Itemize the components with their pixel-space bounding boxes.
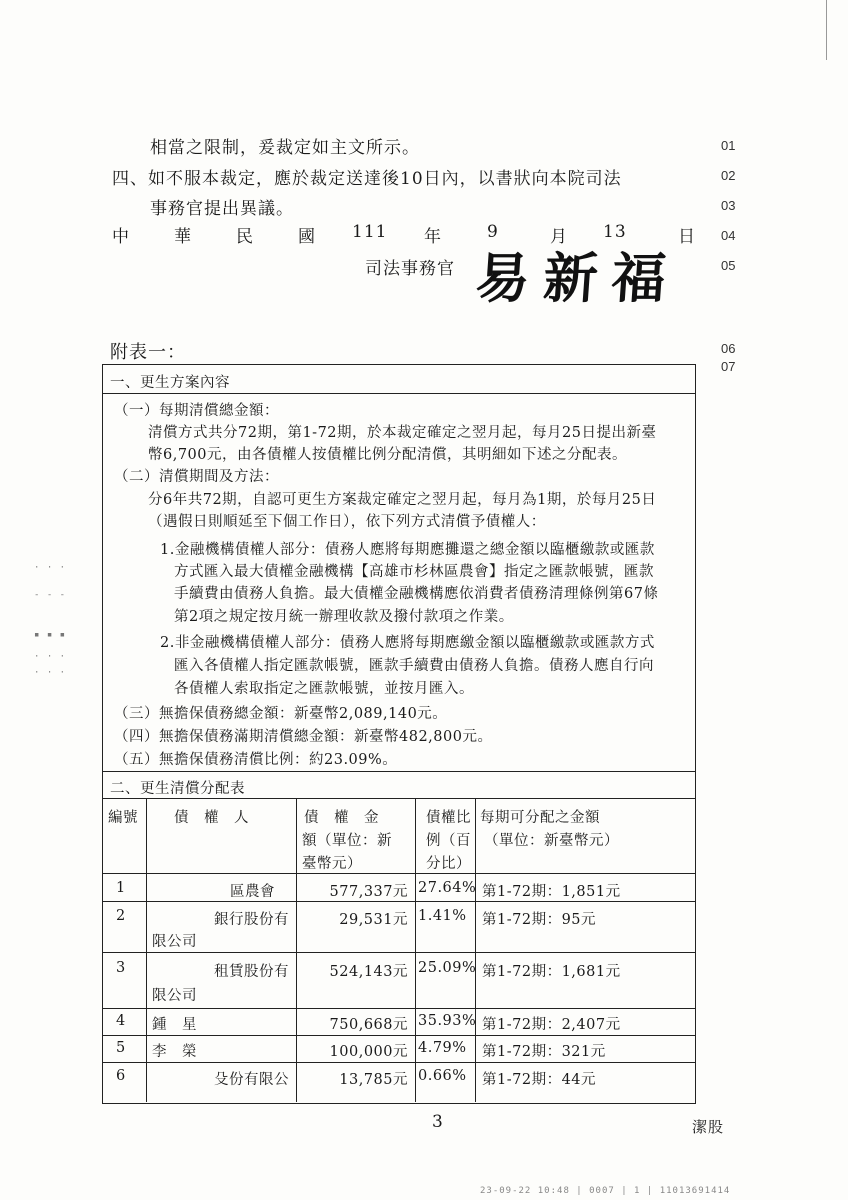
row-no: 1	[116, 880, 126, 896]
row-per-period: 第1-72期：1,851元	[482, 884, 621, 900]
row-ratio: 4.79%	[418, 1040, 467, 1056]
row-amount: 29,531元	[339, 912, 408, 928]
row-no: 2	[116, 908, 126, 924]
line-number: 05	[721, 258, 736, 273]
row-divider	[102, 952, 695, 953]
row-creditor: 鍾 星	[152, 1017, 197, 1033]
col-divider	[415, 798, 416, 1102]
divider	[102, 771, 695, 772]
header-per-period: （單位：新臺幣元）	[484, 833, 619, 849]
row-no: 6	[116, 1068, 126, 1084]
s1-line: 分6年共72期，自認可更生方案裁定確定之翌月起，每月為1期，於每月25日	[148, 492, 657, 508]
row-divider	[102, 1008, 695, 1009]
header-creditor: 債 權 人	[174, 810, 249, 826]
row-divider	[102, 1035, 695, 1036]
text-line-3: 事務官提出異議。	[150, 199, 294, 219]
s1-line: 方式匯入最大債權金融機構【高雄市杉林區農會】指定之匯款帳號，匯款	[174, 564, 654, 580]
line-number: 04	[721, 228, 736, 243]
appendix-title: 附表一：	[110, 342, 186, 363]
col-divider	[475, 798, 476, 1102]
text-line-1: 相當之限制，爰裁定如主文所示。	[150, 138, 420, 158]
date-char: 年	[424, 227, 442, 247]
s1-line: 匯入各債權人指定匯款帳號，匯款手續費由債務人負擔。債務人應自行向	[174, 658, 654, 674]
s1-line: （四）無擔保債務滿期清償總金額：新臺幣482,800元。	[114, 729, 493, 745]
row-per-period: 第1-72期：2,407元	[482, 1017, 621, 1033]
line-number: 07	[721, 359, 736, 374]
line-number: 02	[721, 168, 736, 183]
row-ratio: 25.09%	[418, 960, 477, 976]
row-divider	[102, 1062, 695, 1063]
s1-line: 手續費由債務人負擔。最大債權金融機構應依消費者債務清理條例第67條	[174, 586, 659, 602]
row-divider	[102, 901, 695, 902]
row-per-period: 第1-72期：95元	[482, 912, 597, 928]
row-creditor: 區農會	[230, 884, 275, 900]
row-creditor: 限公司	[152, 988, 197, 1004]
row-ratio: 0.66%	[418, 1068, 467, 1084]
s1-line: （一）每期清償總金額：	[114, 403, 279, 419]
section1-title: 一、更生方案內容	[110, 375, 230, 391]
header-amount: 債 權 金	[304, 810, 379, 826]
s1-line: 第2項之規定按月統一辦理收款及撥付款項之作業。	[174, 609, 514, 625]
page-number: 3	[432, 1112, 443, 1132]
row-creditor: 租賃股份有	[214, 964, 289, 980]
line-number: 06	[721, 341, 736, 356]
header-ratio: 例（百	[426, 833, 471, 849]
row-ratio: 27.64%	[418, 880, 477, 896]
row-amount: 100,000元	[329, 1044, 408, 1060]
divider	[102, 798, 695, 799]
footer-stamp: 23-09-22 10:48 | 0007 | 1 | 11013691414	[480, 1186, 731, 1196]
s1-line: （二）清償期間及方法：	[114, 469, 279, 485]
date-char: 華	[174, 227, 192, 247]
section2-title: 二、更生清償分配表	[110, 781, 245, 797]
scan-edge	[826, 0, 827, 60]
row-ratio: 35.93%	[418, 1013, 477, 1029]
date-char: 民	[236, 227, 254, 247]
header-no: 編號	[108, 810, 138, 826]
header-amount: 臺幣元）	[302, 856, 362, 872]
row-no: 4	[116, 1013, 126, 1029]
line-number: 03	[721, 198, 736, 213]
header-ratio: 債權比	[426, 810, 471, 826]
row-amount: 13,785元	[339, 1072, 408, 1088]
s1-line: （三）無擔保債務總金額：新臺幣2,089,140元。	[114, 706, 448, 722]
s1-line: （遇假日則順延至下個工作日），依下列方式清償予債權人：	[148, 514, 546, 530]
header-ratio: 分比）	[426, 856, 471, 872]
s1-line: （五）無擔保債務清償比例：約23.09%。	[114, 752, 398, 768]
row-creditor: 李 榮	[152, 1044, 197, 1060]
row-creditor: 銀行股份有	[214, 912, 289, 928]
s1-line: 幣6,700元，由各債權人按債權比例分配清償，其明細如下述之分配表。	[148, 447, 628, 463]
date-char: 日	[678, 227, 696, 247]
date-day: 13	[603, 222, 627, 242]
s1-line: 2.非金融機構債權人部分：債務人應將每期應繳金額以臨櫃繳款或匯款方式	[160, 635, 655, 651]
row-amount: 577,337元	[329, 884, 408, 900]
line-number: 01	[721, 138, 736, 153]
s1-line: 各債權人索取指定之匯款帳號，並按月匯入。	[174, 681, 474, 697]
row-per-period: 第1-72期：44元	[482, 1072, 597, 1088]
signature: 易新福	[473, 246, 682, 310]
row-divider	[102, 873, 695, 874]
date-char: 中	[112, 227, 130, 247]
date-year: 111	[352, 222, 388, 242]
s1-line: 清償方式共分72期，第1-72期，於本裁定確定之翌月起，每月25日提出新臺	[148, 425, 657, 441]
row-ratio: 1.41%	[418, 908, 467, 924]
officer-title: 司法事務官	[365, 259, 455, 279]
date-month: 9	[487, 222, 499, 242]
date-char: 國	[298, 227, 316, 247]
row-amount: 524,143元	[329, 964, 408, 980]
row-no: 5	[116, 1040, 126, 1056]
s1-line: 1.金融機構債權人部分：債務人應將每期應攤還之總金額以臨櫃繳款或匯款	[160, 542, 655, 558]
header-per-period: 每期可分配之金額	[480, 810, 600, 826]
divider	[102, 393, 695, 394]
row-no: 3	[116, 960, 126, 976]
header-amount: 額（單位：新	[302, 833, 392, 849]
text-line-2: 四、如不服本裁定，應於裁定送達後10日內，以書狀向本院司法	[112, 169, 622, 189]
row-amount: 750,668元	[329, 1017, 408, 1033]
date-char: 月	[550, 227, 568, 247]
col-divider	[146, 798, 147, 1102]
row-creditor: 限公司	[152, 934, 197, 950]
department-label: 潔股	[692, 1118, 725, 1136]
row-per-period: 第1-72期：1,681元	[482, 964, 621, 980]
row-per-period: 第1-72期：321元	[482, 1044, 606, 1060]
row-creditor: 殳份有限公	[214, 1072, 289, 1088]
